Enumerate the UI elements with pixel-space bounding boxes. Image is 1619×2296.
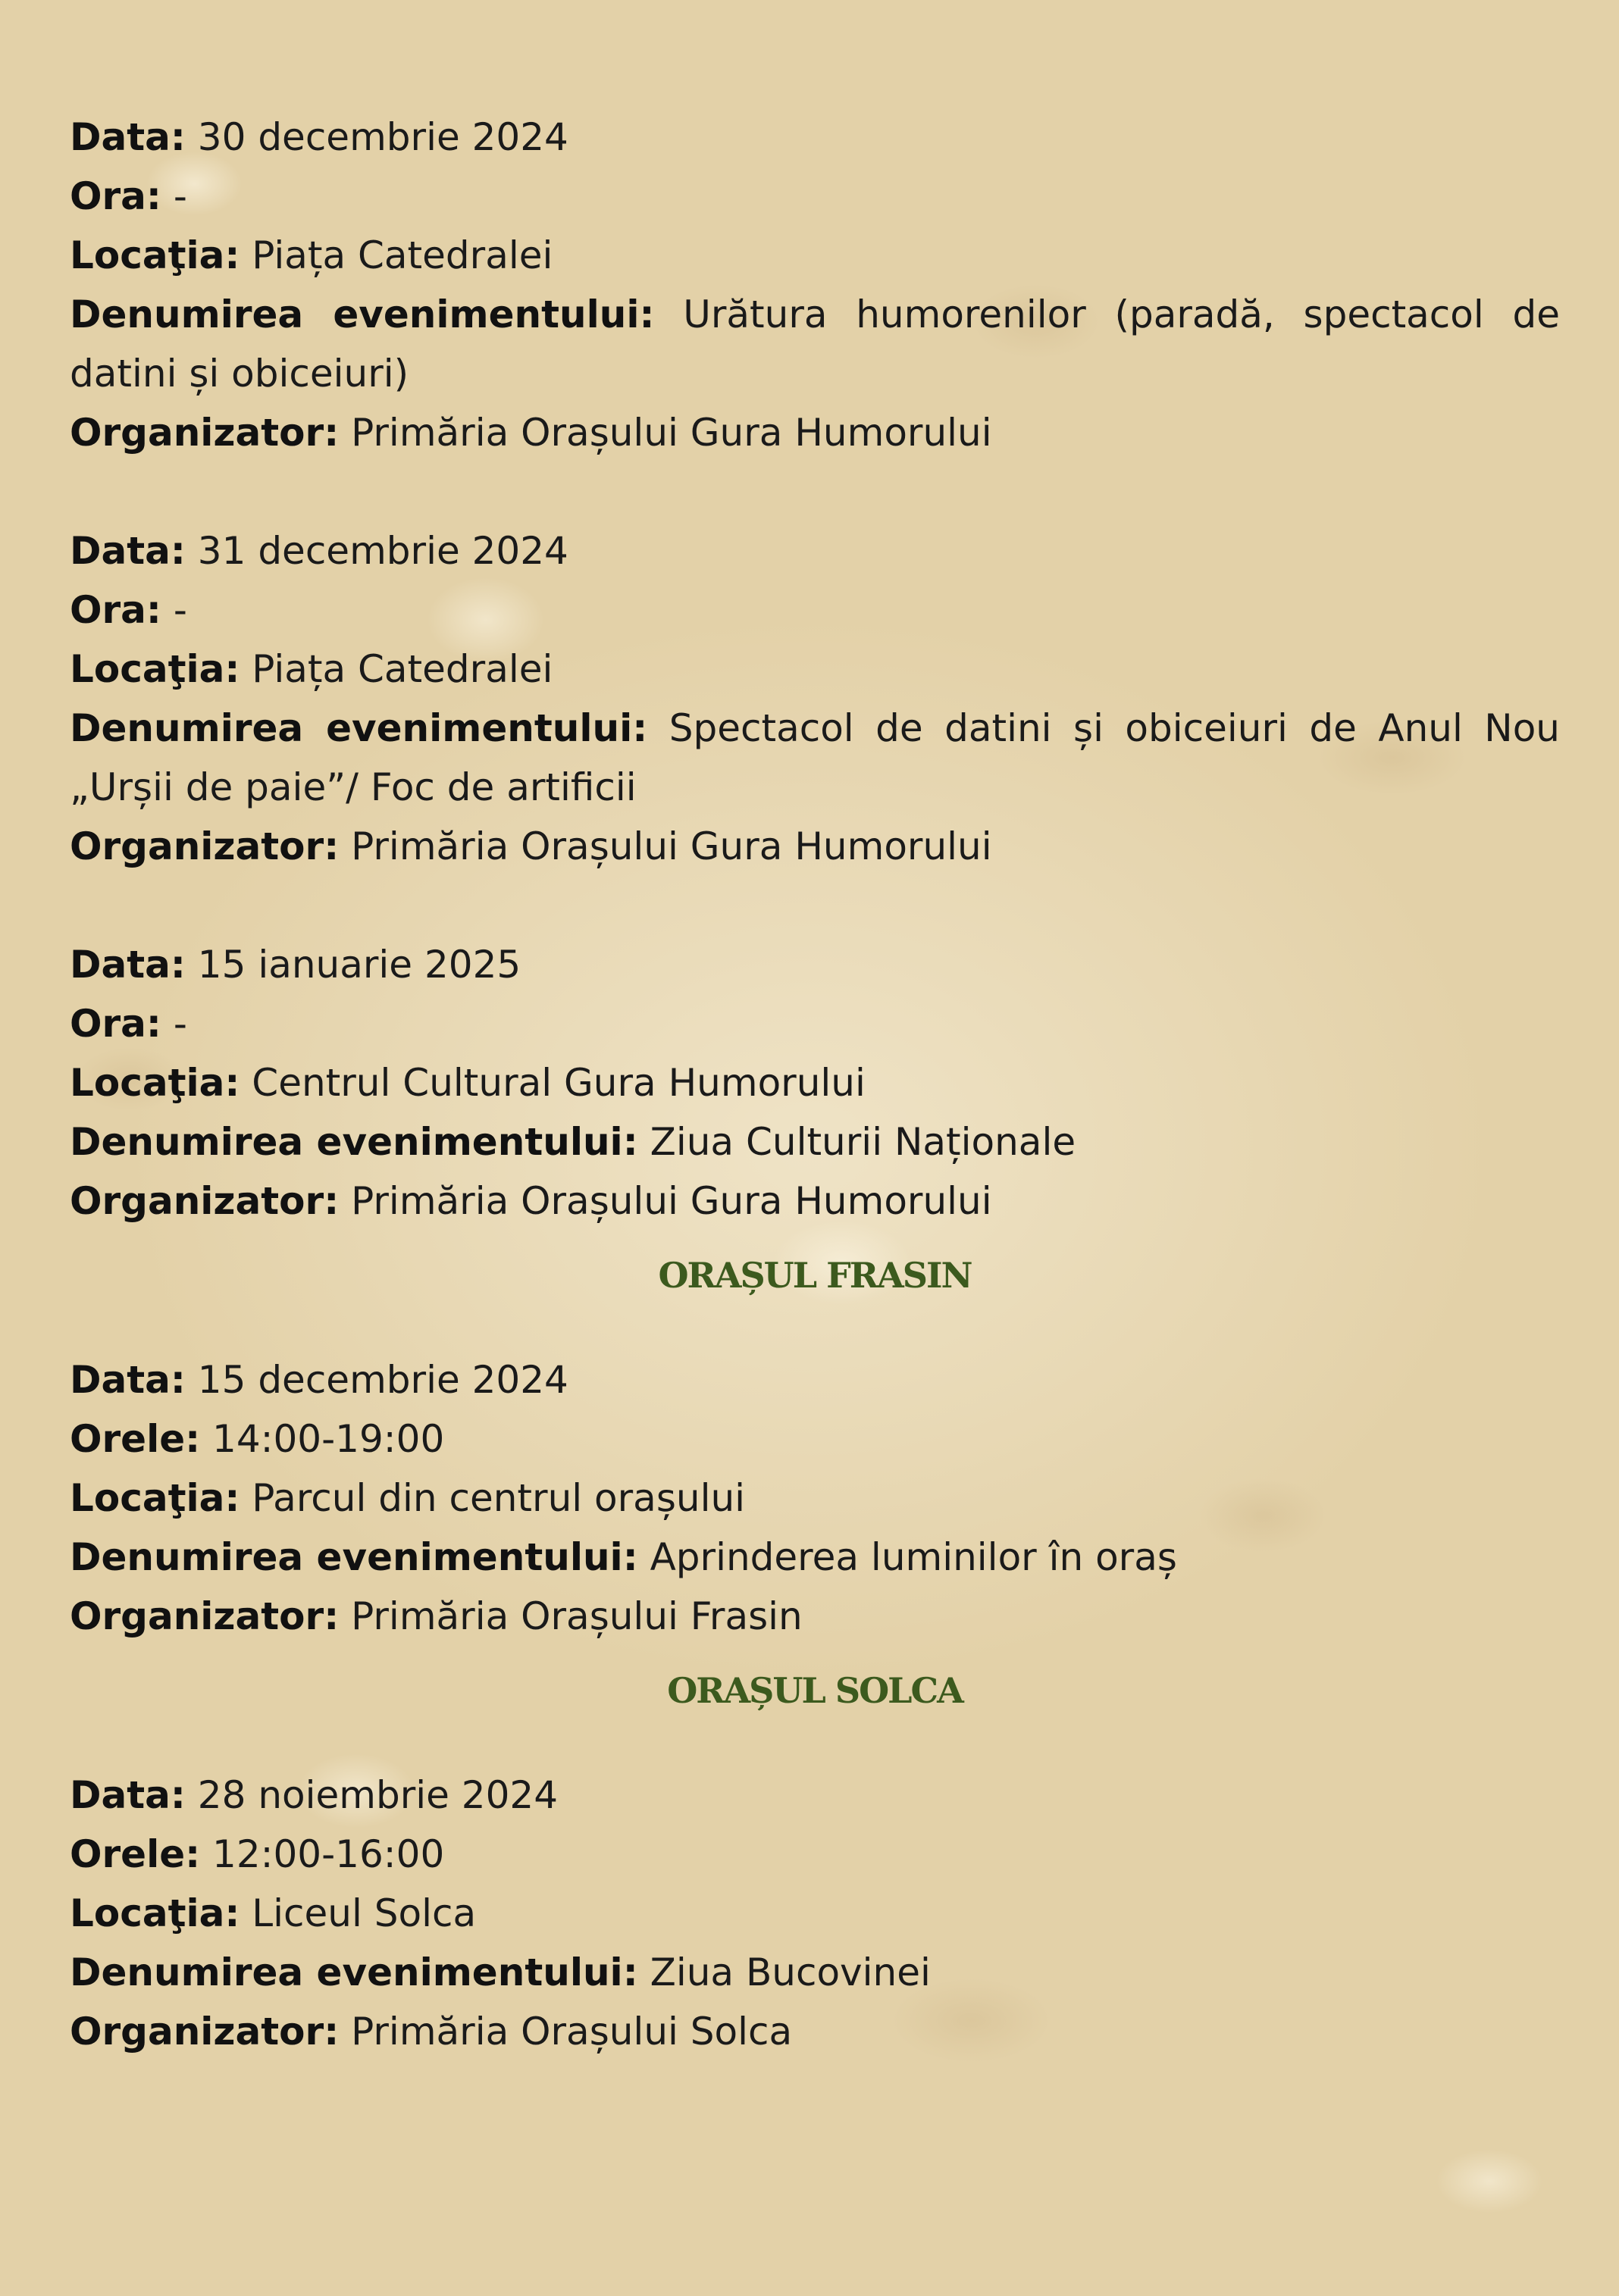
event-name: Ziua Bucovinei — [650, 1950, 931, 1994]
event-location-row — [70, 1053, 1560, 1112]
location-label: Locaţia: — [70, 647, 240, 691]
event-name-row — [70, 1112, 1560, 1171]
time-label: Orele: — [70, 1832, 201, 1876]
event-organizer-row — [70, 1171, 1560, 1231]
event-time: - — [173, 174, 187, 218]
section-title-solca: ORAȘUL SOLCA — [667, 1670, 963, 1711]
event-date: 15 ianuarie 2025 — [197, 943, 521, 987]
name-label: Denumirea evenimentului: — [70, 1120, 638, 1164]
time-label: Ora: — [70, 588, 161, 632]
event-location-row — [70, 226, 1560, 285]
event-location-row — [70, 640, 1560, 699]
event-time: 14:00-19:00 — [212, 1417, 445, 1461]
event-block — [70, 108, 1560, 462]
time-label: Orele: — [70, 1417, 201, 1461]
spacer — [70, 876, 1560, 935]
event-date: 30 decembrie 2024 — [197, 115, 568, 159]
event-location: Piața Catedralei — [252, 233, 553, 277]
event-date-row — [70, 108, 1560, 167]
event-name: Spectacol de datini și obiceiuri de Anul Nou „Urșii de paie”/ Foc de artificii — [70, 706, 1560, 809]
event-location: Parcul din centrul orașului — [252, 1476, 746, 1520]
event-block — [70, 521, 1560, 876]
time-label: Ora: — [70, 1002, 161, 1046]
event-time: - — [173, 1002, 187, 1046]
name-label: Denumirea evenimentului: — [70, 1950, 638, 1994]
date-label: Data: — [70, 943, 186, 987]
event-block — [70, 1766, 1560, 2061]
event-organizer-row — [70, 1587, 1560, 1646]
time-label: Ora: — [70, 174, 161, 218]
date-label: Data: — [70, 1358, 186, 1402]
event-name-row — [70, 1528, 1560, 1587]
event-name-row — [70, 699, 1560, 817]
date-label: Data: — [70, 529, 186, 573]
event-date-row — [70, 935, 1560, 994]
organizer-label: Organizator: — [70, 2010, 340, 2054]
event-name: Aprinderea luminilor în oraș — [650, 1535, 1177, 1579]
name-label: Denumirea evenimentului: — [70, 706, 648, 750]
name-label: Denumirea evenimentului: — [70, 1535, 638, 1579]
organizer-label: Organizator: — [70, 824, 340, 868]
event-time: 12:00-16:00 — [212, 1832, 445, 1876]
event-organizer-row — [70, 817, 1560, 876]
event-time-row — [70, 167, 1560, 226]
event-date: 15 decembrie 2024 — [197, 1358, 568, 1402]
event-name-row — [70, 1943, 1560, 2002]
location-label: Locaţia: — [70, 1476, 240, 1520]
event-time-row — [70, 580, 1560, 640]
organizer-label: Organizator: — [70, 411, 340, 455]
event-location: Piața Catedralei — [252, 647, 553, 691]
event-organizer: Primăria Orașului Gura Humorului — [351, 1179, 992, 1223]
location-label: Locaţia: — [70, 1891, 240, 1935]
event-name: Ziua Culturii Naționale — [650, 1120, 1076, 1164]
event-location: Liceul Solca — [252, 1891, 477, 1935]
event-time-row — [70, 1409, 1560, 1469]
name-label: Denumirea evenimentului: — [70, 292, 655, 336]
event-time-row — [70, 1825, 1560, 1884]
event-date-row — [70, 1350, 1560, 1409]
event-organizer: Primăria Orașului Gura Humorului — [351, 411, 992, 455]
event-date-row — [70, 521, 1560, 580]
event-organizer: Primăria Orașului Solca — [351, 2010, 793, 2054]
spacer — [70, 462, 1560, 521]
event-organizer: Primăria Orașului Gura Humorului — [351, 824, 992, 868]
event-time: - — [173, 588, 187, 632]
event-time-row — [70, 994, 1560, 1053]
section-title-frasin: ORAȘUL FRASIN — [658, 1255, 972, 1296]
event-name: Urătura humorenilor (paradă, spectacol de datini și obiceiuri) — [70, 292, 1560, 396]
event-date: 28 noiembrie 2024 — [197, 1773, 559, 1817]
event-name-row — [70, 285, 1560, 403]
event-location-row — [70, 1884, 1560, 1943]
event-organizer-row — [70, 403, 1560, 462]
event-block — [70, 935, 1560, 1231]
date-label: Data: — [70, 1773, 186, 1817]
location-label: Locaţia: — [70, 1061, 240, 1105]
location-label: Locaţia: — [70, 233, 240, 277]
event-location: Centrul Cultural Gura Humorului — [252, 1061, 866, 1105]
event-block — [70, 1350, 1560, 1646]
event-organizer-row — [70, 2002, 1560, 2061]
organizer-label: Organizator: — [70, 1179, 340, 1223]
event-location-row — [70, 1469, 1560, 1528]
event-date: 31 decembrie 2024 — [197, 529, 568, 573]
date-label: Data: — [70, 115, 186, 159]
event-date-row — [70, 1766, 1560, 1825]
document-page — [70, 108, 1560, 2061]
event-organizer: Primăria Orașului Frasin — [351, 1594, 803, 1638]
organizer-label: Organizator: — [70, 1594, 340, 1638]
